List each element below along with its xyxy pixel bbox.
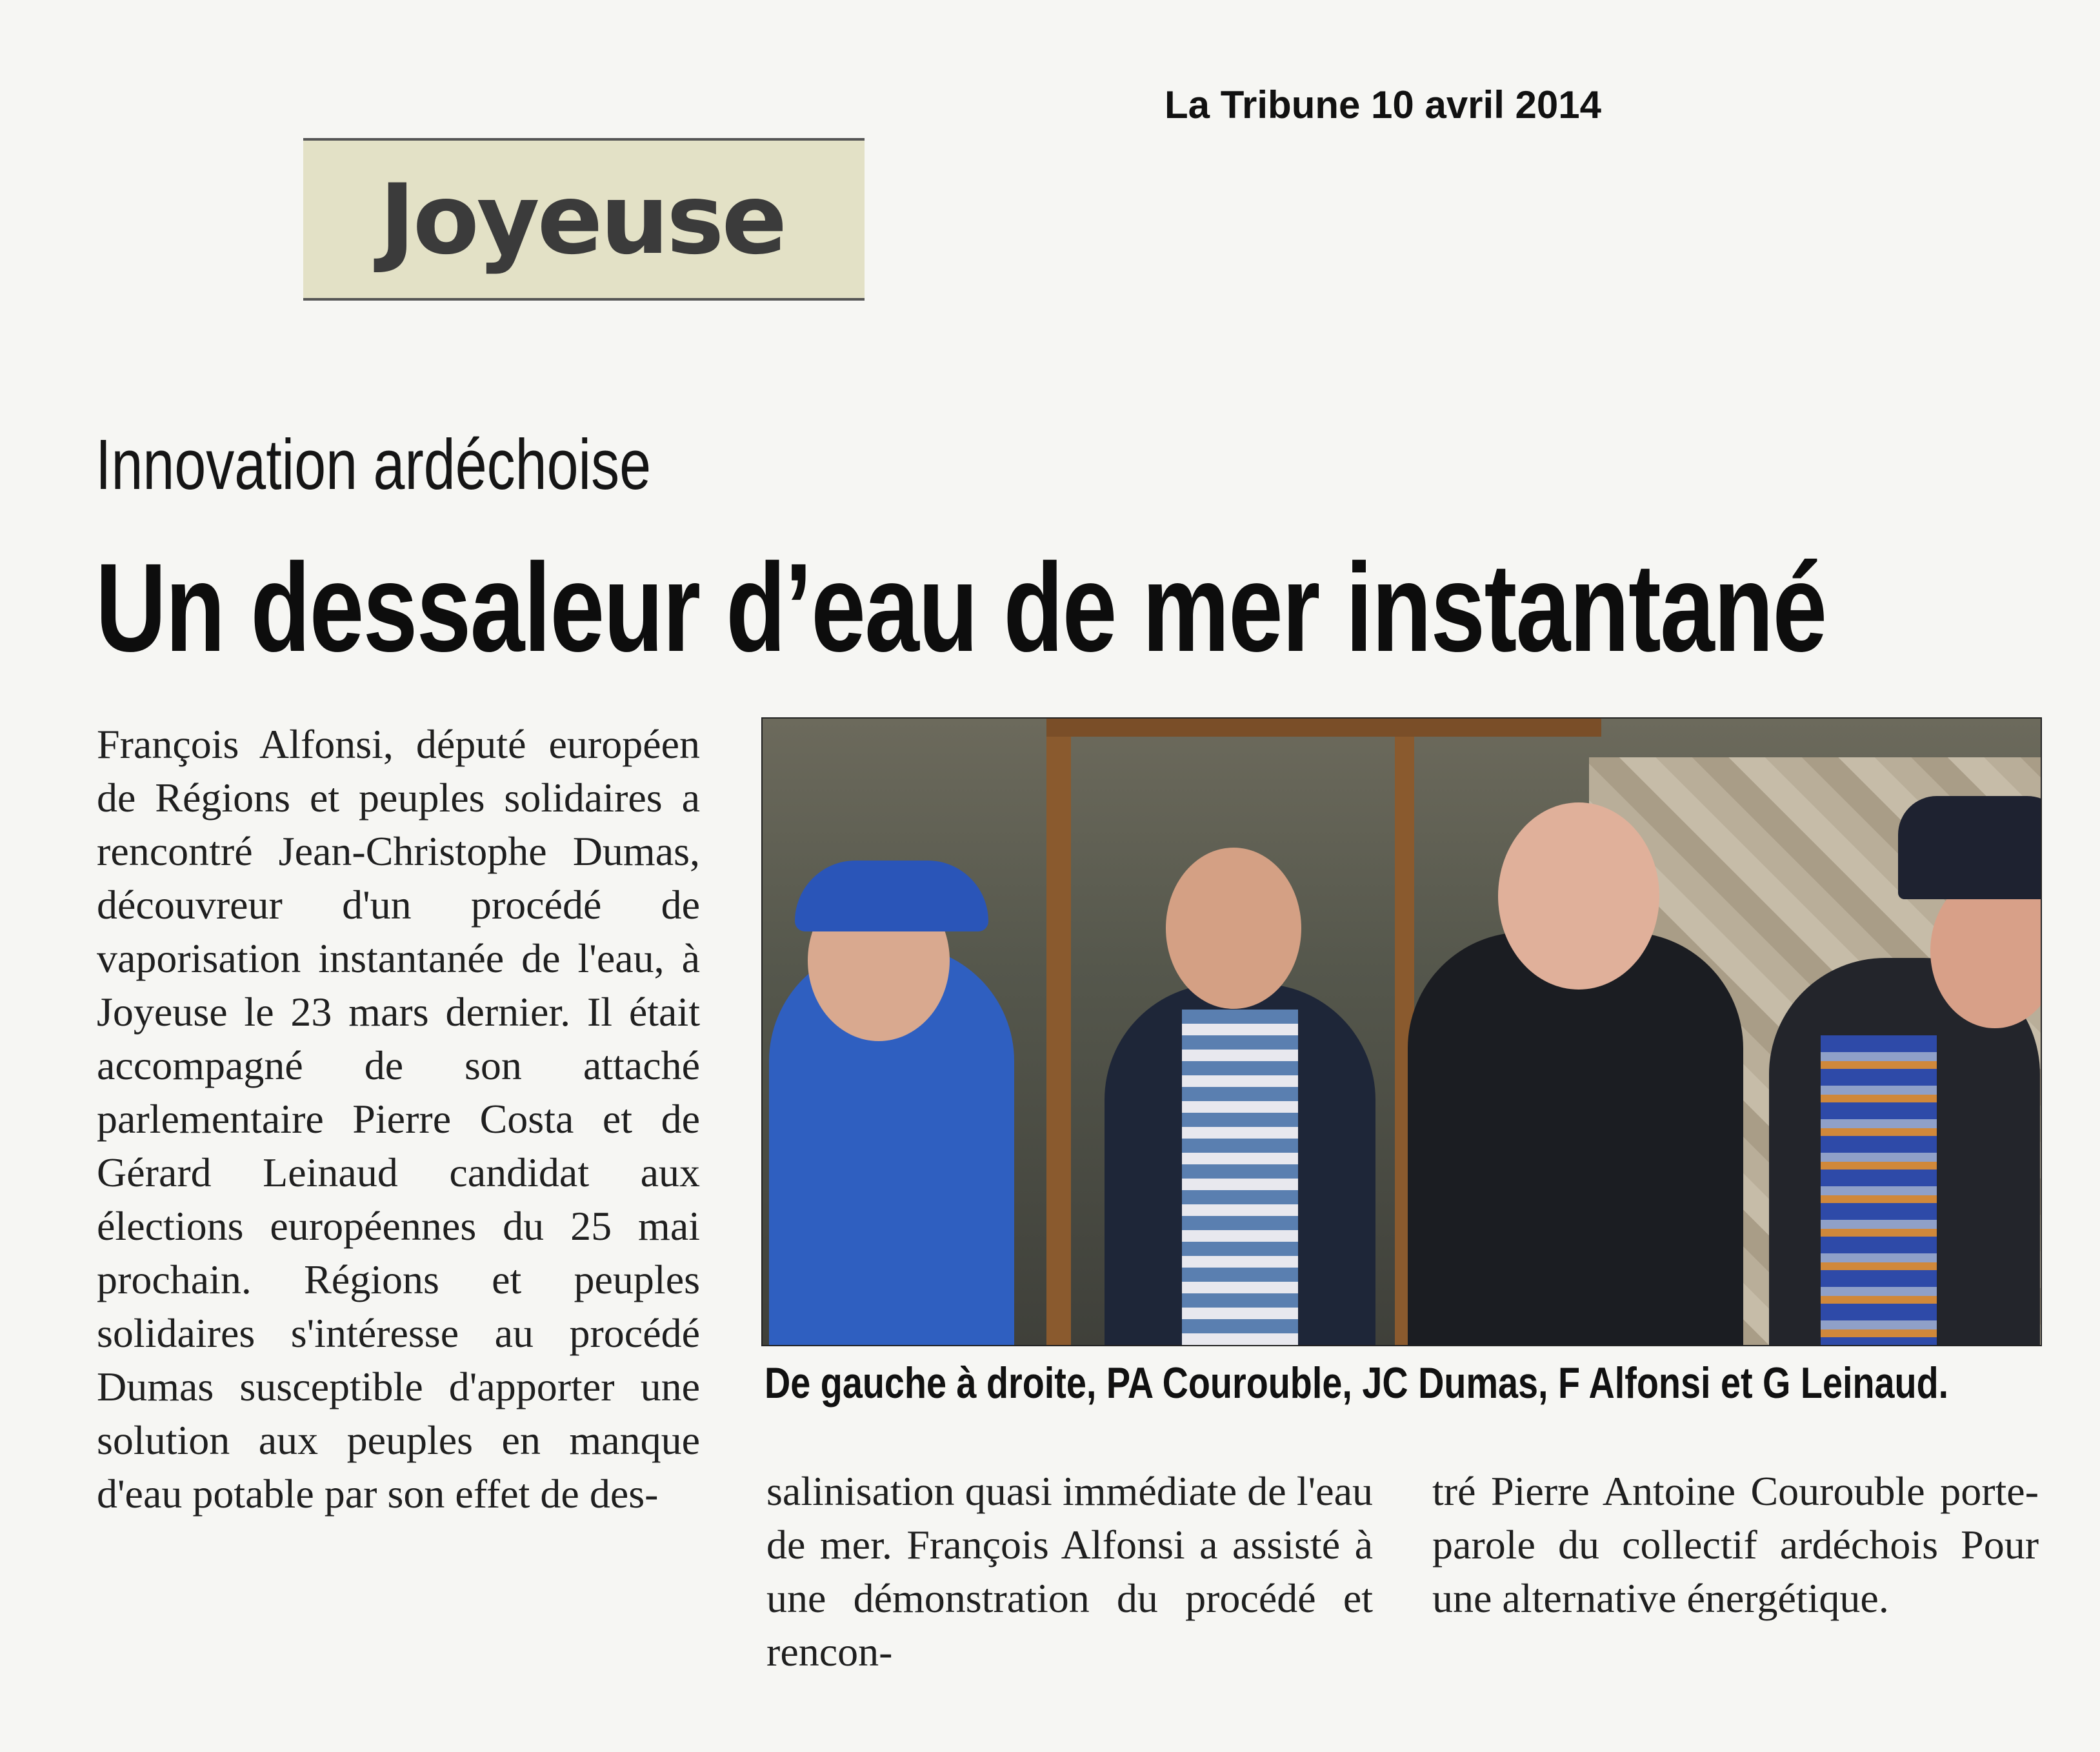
- article-headline: Un dessaleur d’eau de mer instantané: [95, 537, 1826, 678]
- article-column-3: tré Pierre Antoine Courouble porte-parole du collectif ardéchois Pour une alternative énergétique.: [1432, 1468, 2039, 1621]
- person-4-hat: [1898, 796, 2042, 899]
- person-1-cap: [795, 861, 988, 931]
- wooden-frame-arch: [1046, 719, 1601, 737]
- person-4-sweater: [1821, 1035, 1937, 1345]
- person-2-sweater: [1182, 1010, 1298, 1345]
- newspaper-source: La Tribune 10 avril 2014: [1165, 83, 1602, 126]
- wooden-frame-left: [1046, 719, 1071, 1346]
- rubric-banner: [303, 138, 865, 301]
- photo-caption: De gauche à droite, PA Courouble, JC Dumas, F Alfonsi et G Leinaud.: [765, 1359, 1949, 1408]
- rubric-title: Joyeuse: [379, 164, 785, 276]
- person-3-head: [1498, 802, 1659, 990]
- person-2-head: [1166, 848, 1301, 1009]
- article-photo: [761, 717, 2042, 1346]
- article-column-1: François Alfonsi, député européen de Régions et peuples solidaires a rencontré Jean-Christophe Dumas, découvreur d'un procédé de vaporisation instantanée de l'eau, à Joyeuse le 23 mars dernier. Il était accompagné de son attaché parlementaire Pierre Costa et de Gérard Leinaud candidat aux élections européennes du 25 mai prochain. Régions et peuples solidaires s'intéresse au procédé Dumas susceptible d'apporter une solution aux peuples en manque d'eau potable par son effet de des-: [97, 721, 700, 1517]
- article-kicker: Innovation ardéchoise: [95, 425, 652, 504]
- person-3: [1408, 932, 1743, 1345]
- article-column-2: salinisation quasi immédiate de l'eau de mer. François Alfonsi a assisté à une démonstration du procédé et rencon-: [766, 1468, 1373, 1675]
